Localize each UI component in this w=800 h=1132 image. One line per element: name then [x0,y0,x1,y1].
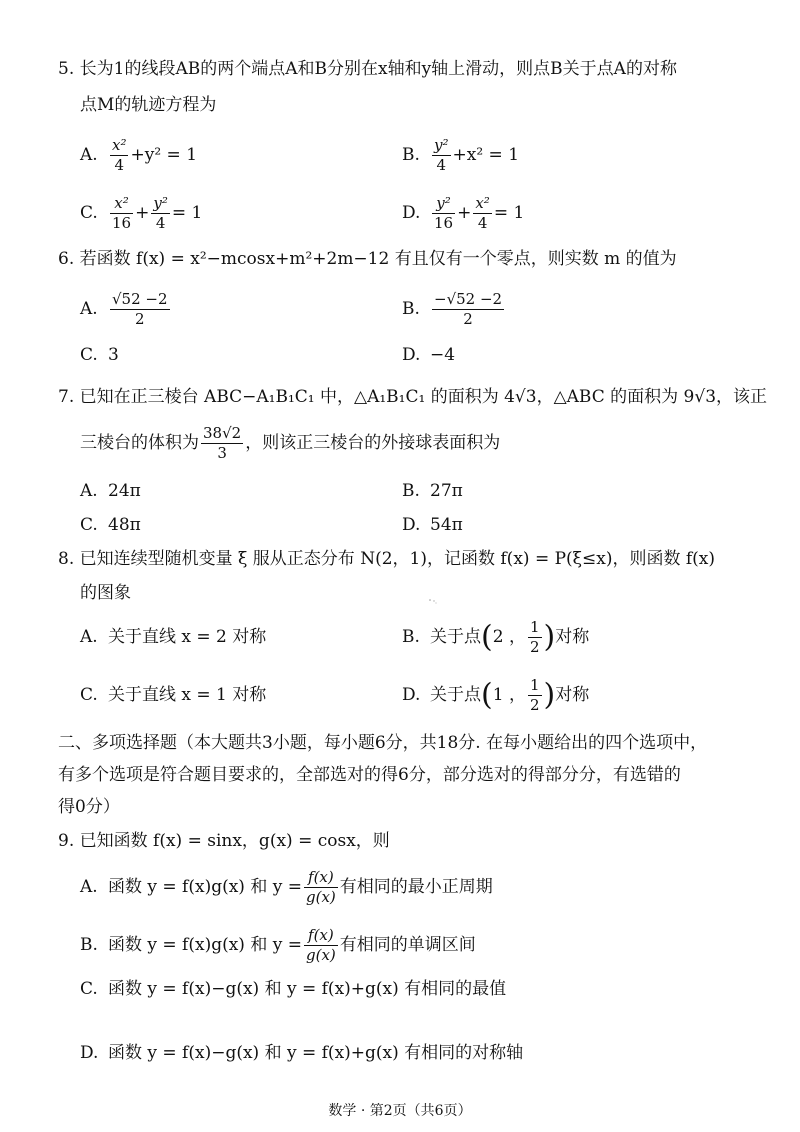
q6-number: 6. [58,249,75,269]
q9-option-b: B. 函数 y = f(x)g(x) 和 y = $\frac{f(x)}{g(x)}$ 有相同的单调区间 [80,926,476,964]
q7-stem-line1: 7. 已知在正三棱台 ABC−A₁B₁C₁ 中，△A₁B₁C₁ 的面积为 4√3，△ABC 的面积为 9√3，该正 [58,387,768,407]
q7-number: 7. [58,387,75,407]
scan-speck-decoration [428,598,438,604]
fraction: $\frac{\text{x²}}{4}$ [112,136,127,174]
q7-option-c: C. 48π [80,515,141,535]
q5-option-a: A. $\frac{\text{x²}}{4}$ +y² = 1 [80,136,198,174]
q5-option-b: B. $\frac{\text{y²}}{4}$ +x² = 1 [402,136,520,174]
q7-option-a: A. 24π [80,481,141,501]
q8-option-a: A. 关于直线 x = 2 对称 [80,627,267,647]
q9-option-a: A. 函数 y = f(x)g(x) 和 y = $\frac{f(x)}{g(x)}$ 有相同的最小正周期 [80,868,493,906]
q7-option-d: D. 54π [402,515,463,535]
section2-heading-line2: 有多个选项是符合题目要求的，全部选对的得6分，部分选对的得部分分，有选错的 [58,765,681,785]
q8-stem-line2: 的图象 [80,583,131,603]
q8-number: 8. [58,549,75,569]
fraction: $\frac{\text{y²}}{4}$ [434,136,449,174]
q9-option-c: C. 函数 y = f(x)−g(x) 和 y = f(x)+g(x) 有相同的最值 [80,979,507,999]
q8-option-b: B. 关于点(2 ， $\frac{1}{2}$ )对称 [402,618,590,656]
section2-heading-line1: 二、多项选择题（本大题共3小题，每小题6分，共18分. 在每小题给出的四个选项中， [58,733,708,753]
q7-stem-line2: 三棱台的体积为 $\frac{38√2}{3}$ ，则该正三棱台的外接球表面积为 [80,424,501,462]
q5-stem-line2: 点M的轨迹方程为 [80,95,217,115]
q8-option-d: D. 关于点(1 ， $\frac{1}{2}$ )对称 [402,676,590,714]
q7-option-b: B. 27π [402,481,463,501]
q5-option-c: C. $\frac{\text{x²}}{16}$ + $\frac{\text{y²}}{4}$ = 1 [80,194,203,232]
q9-stem: 9. 已知函数 f(x) = sinx，g(x) = cosx，则 [58,831,390,851]
q8-option-c: C. 关于直线 x = 1 对称 [80,685,267,705]
q8-stem-line1: 8. 已知连续型随机变量 ξ 服从正态分布 N(2，1)，记函数 f(x) = P(ξ≤x)，则函数 f(x) [58,549,716,569]
q6-option-a: A. $\frac{√52 -2}{2}$ [80,290,168,328]
section2-heading-line3: 得0分） [58,797,120,817]
page-footer: 数学 · 第2页（共6页） [328,1103,472,1119]
q5-option-d: D. $\frac{\text{y²}}{16}$ + $\frac{\text{x²}}{4}$ = 1 [402,194,525,232]
q9-number: 9. [58,831,75,851]
q6-option-d: D. −4 [402,345,456,365]
q6-option-c: C. 3 [80,345,119,365]
q5-number: 5. [58,59,75,79]
q6-stem: 6. 若函数 f(x) = x²−mcosx+m²+2m−12 有且仅有一个零点，则实数 m 的值为 [58,249,677,269]
q6-option-b: B. $\frac{-√52 -2}{2}$ [402,290,503,328]
q5-stem-line1: 5. 长为1的线段AB的两个端点A和B分别在x轴和y轴上滑动，则点B关于点A的对称 [58,59,677,79]
q9-option-d: D. 函数 y = f(x)−g(x) 和 y = f(x)+g(x) 有相同的对称轴 [80,1043,524,1063]
